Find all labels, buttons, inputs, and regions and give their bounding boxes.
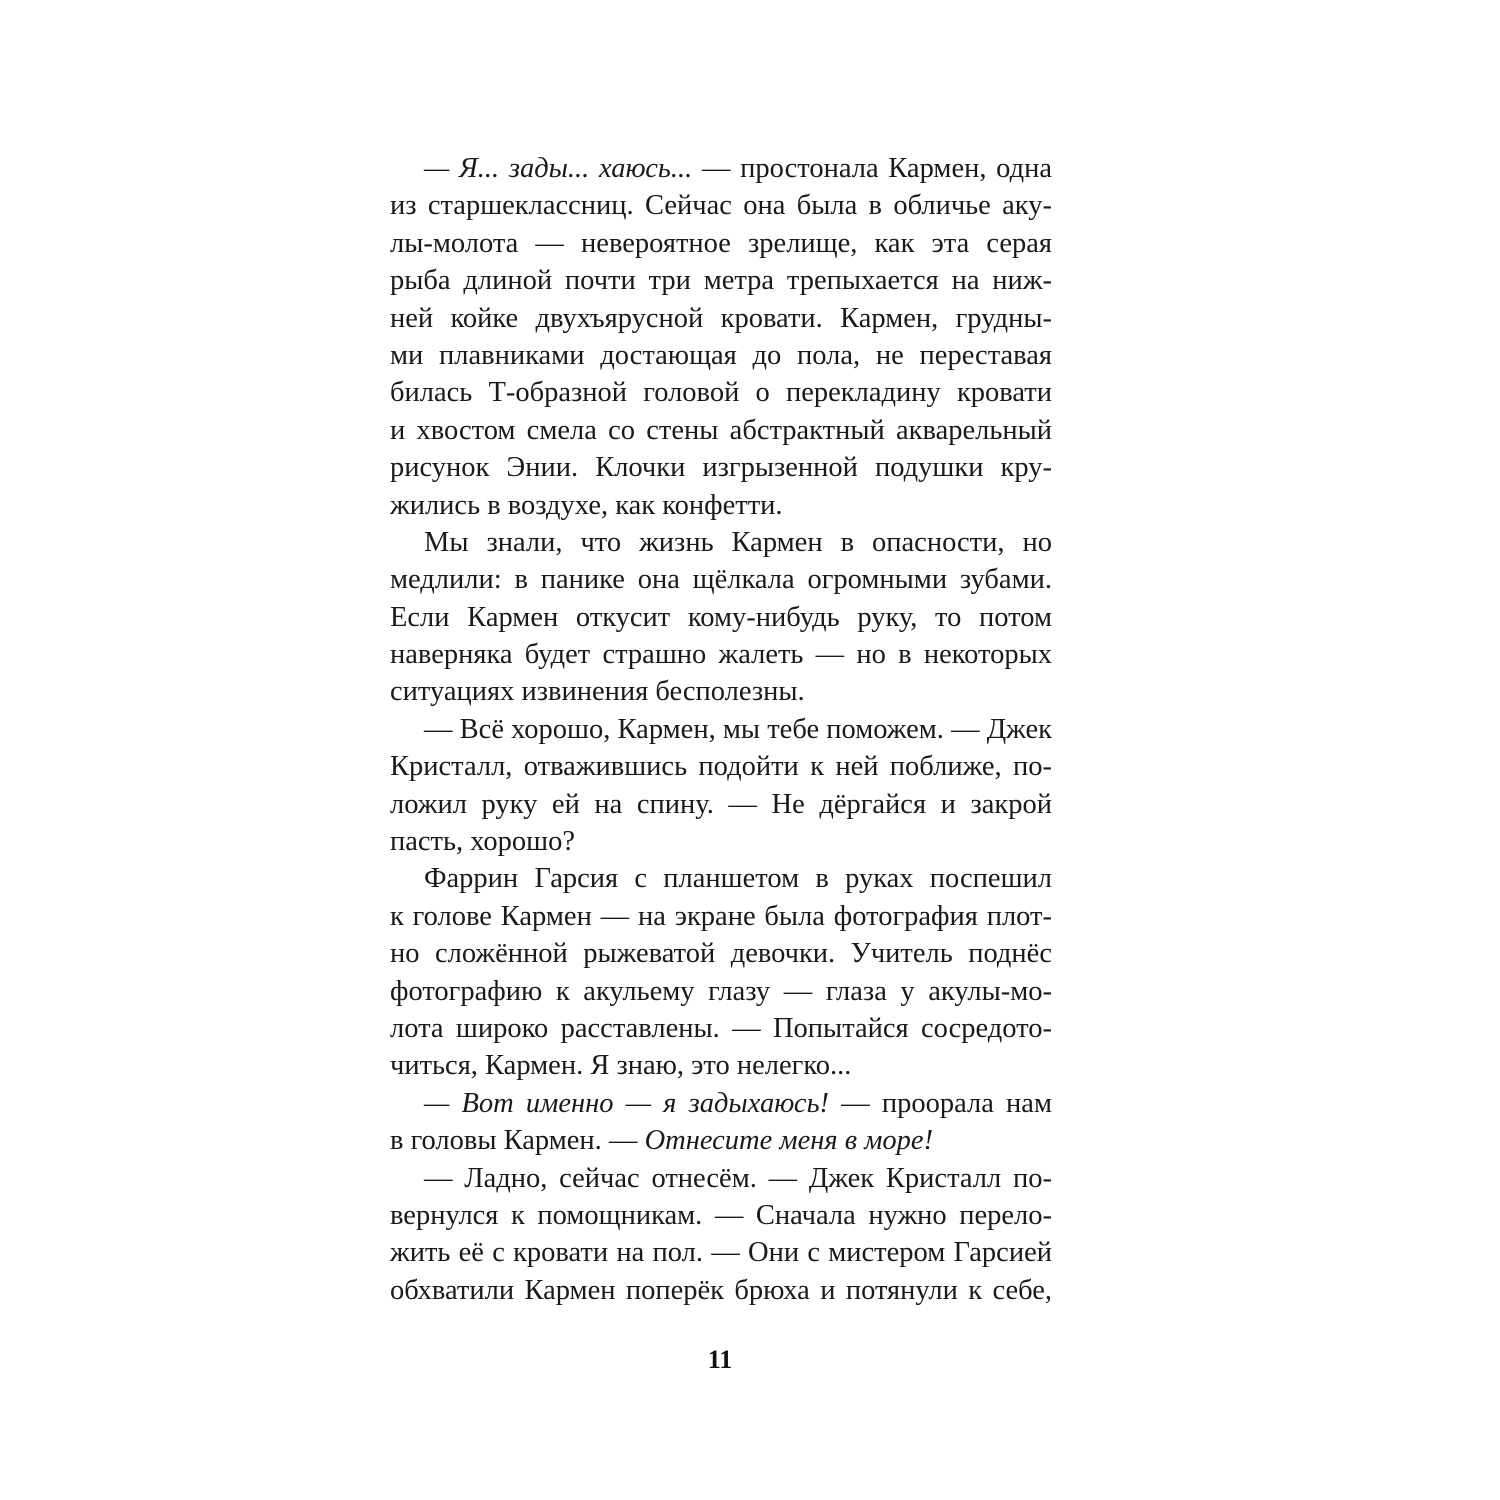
text-segment: но сложённой рыжеватой девочки. Учитель поднёс bbox=[390, 938, 1052, 970]
text-line bbox=[390, 1234, 1052, 1271]
text-segment: ситуациях извинения бесполезны. bbox=[390, 676, 805, 708]
text-line bbox=[390, 711, 1052, 748]
text-line bbox=[390, 187, 1052, 224]
text-line bbox=[390, 524, 1052, 561]
text-line bbox=[390, 673, 1052, 710]
text-line bbox=[390, 1010, 1052, 1047]
text-line bbox=[390, 823, 1052, 860]
text-segment: Фаррин Гарсия с планшетом в руках поспешил bbox=[424, 863, 1052, 895]
text-line bbox=[390, 599, 1052, 636]
text-line bbox=[390, 1122, 1052, 1159]
text-segment: Если Кармен откусит кому-нибудь руку, то потом bbox=[390, 601, 1052, 633]
text-segment: жились в воздухе, как конфетти. bbox=[390, 489, 783, 521]
text-segment: Мы знали, что жизнь Кармен в опасности, но bbox=[424, 526, 1052, 558]
text-line bbox=[390, 935, 1052, 972]
text-line bbox=[390, 337, 1052, 374]
italic-text: Отнесите меня в море! bbox=[644, 1125, 934, 1157]
text-line bbox=[390, 786, 1052, 823]
text-line bbox=[390, 898, 1052, 935]
text-line bbox=[390, 561, 1052, 598]
text-segment: ми плавниками достающая до пола, не переставая bbox=[390, 339, 1052, 371]
text-segment: из старшеклассниц. Сейчас она была в обличье аку- bbox=[390, 190, 1052, 222]
text-line bbox=[390, 1085, 1052, 1122]
text-segment: пасть, хорошо? bbox=[390, 826, 576, 858]
text-line bbox=[390, 1272, 1052, 1309]
text-segment: и хвостом смела со стены абстрактный акварельный bbox=[390, 414, 1052, 446]
text-line bbox=[390, 225, 1052, 262]
text-segment: вернулся к помощникам. — Сначала нужно перело- bbox=[390, 1199, 1052, 1231]
text-segment: билась Т-образной головой о перекладину кровати bbox=[390, 377, 1052, 409]
text-segment: читься, Кармен. Я знаю, это нелегко... bbox=[390, 1050, 852, 1082]
body-text bbox=[390, 150, 1052, 1309]
text-line bbox=[390, 860, 1052, 897]
text-segment: фотографию к акульему глазу — глаза у акулы-мо- bbox=[390, 975, 1052, 1007]
italic-text: — Я... зады... хаюсь... bbox=[424, 153, 693, 184]
text-line bbox=[390, 1047, 1052, 1084]
text-line bbox=[390, 449, 1052, 486]
text-segment: к голове Кармен — на экране была фотография плот- bbox=[390, 900, 1052, 932]
text-line bbox=[390, 1197, 1052, 1234]
text-segment: обхватили Кармен поперёк брюха и потянули к себе, bbox=[390, 1274, 1052, 1306]
page-number: 11 bbox=[707, 1345, 733, 1374]
text-segment: Кристалл, отважившись подойти к ней поближе, по- bbox=[390, 751, 1052, 783]
text-segment: — проорала нам bbox=[829, 1087, 1052, 1119]
text-line bbox=[390, 300, 1052, 337]
text-line bbox=[390, 262, 1052, 299]
text-segment: ней койке двухъярусной кровати. Кармен, грудны- bbox=[390, 302, 1052, 334]
text-segment: — простонала Кармен, одна bbox=[692, 153, 1052, 184]
text-segment: — Всё хорошо, Кармен, мы тебе поможем. — Джек bbox=[424, 713, 1052, 745]
text-line bbox=[390, 748, 1052, 785]
text-segment: в головы Кармен. — bbox=[390, 1125, 645, 1157]
text-line bbox=[390, 636, 1052, 673]
text-segment: жить её с кровати на пол. — Они с мистером Гарсией bbox=[390, 1237, 1052, 1269]
text-segment: ложил руку ей на спину. — Не дёргайся и закрой bbox=[390, 788, 1052, 820]
text-segment: лота широко расставлены. — Попытайся сосредото- bbox=[390, 1012, 1052, 1044]
text-line bbox=[390, 487, 1052, 524]
text-line bbox=[390, 412, 1052, 449]
italic-text: — Вот именно — я задыхаюсь! bbox=[424, 1087, 830, 1119]
text-segment: рисунок Энии. Клочки изгрызенной подушки кру- bbox=[390, 452, 1052, 484]
text-segment: — Ладно, сейчас отнесём. — Джек Кристалл по- bbox=[424, 1162, 1052, 1194]
text-segment: лы-молота — невероятное зрелище, как эта серая bbox=[390, 227, 1052, 259]
text-segment: наверняка будет страшно жалеть — но в некоторых bbox=[390, 639, 1052, 671]
text-segment: рыба длиной почти три метра трепыхается на ниж- bbox=[390, 265, 1052, 297]
text-line bbox=[390, 973, 1052, 1010]
text-line bbox=[390, 374, 1052, 411]
text-line bbox=[390, 1160, 1052, 1197]
text-segment: медлили: в панике она щёлкала огромными зубами. bbox=[390, 564, 1052, 596]
text-line bbox=[390, 150, 1052, 187]
